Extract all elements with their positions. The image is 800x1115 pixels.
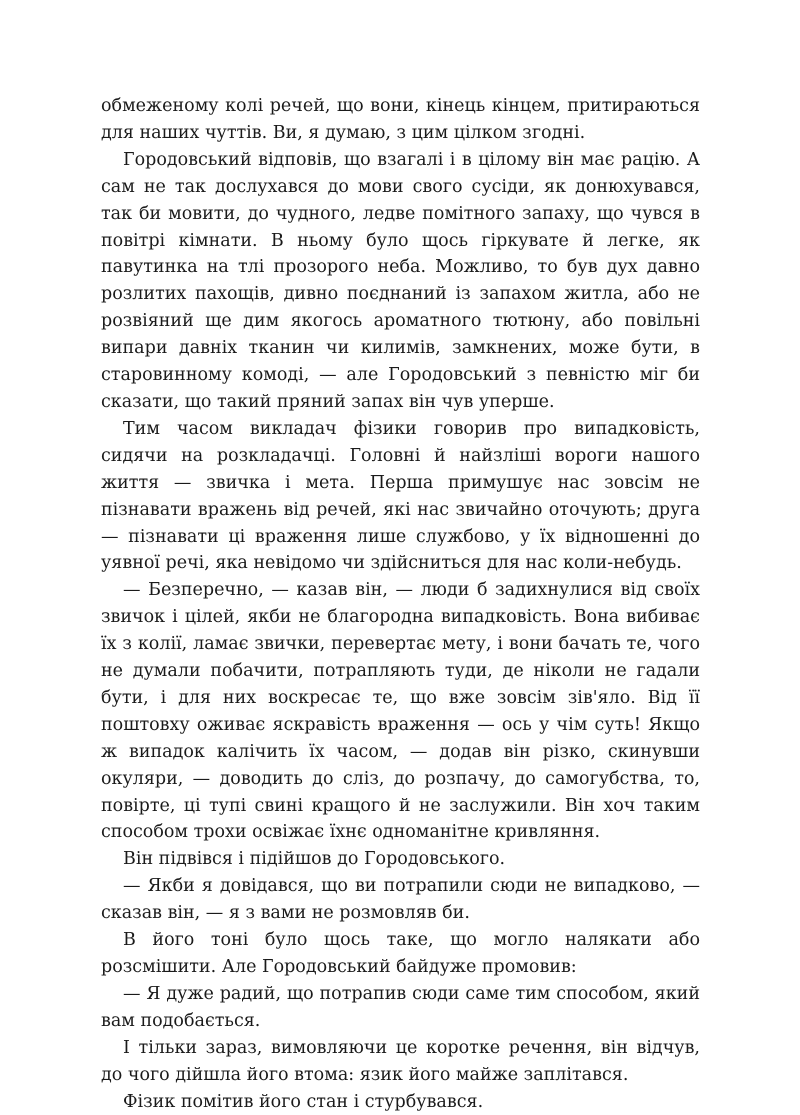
paragraph-8: — Я дуже радий, що потрапив сюди саме тим способом, який вам подобається.	[101, 983, 700, 1031]
paragraph-4: — Безперечно, — казав він, — люди б задихнулися від своїх звичок і цілей, якби не благородна випадковість. Вона вибиває їх з колії, ламає звички, перевертає мету, і вони бачать те, чого не думали побачити, потрапляють туди, де ніколи не гадали бути, і для них воскресає те, що вже зовсім зів'яло. Від її поштовху оживає яскравість враження — ось у чім суть! Якщо ж випадок калічить їх часом, — додав він різко, скинувши окуляри, — доводить до сліз, до розпачу, до самогубства, то, повірте, ці тупі свині кращого й не заслужили. Він хоч таким способом трохи освіжає їхнє одноманітне кривляння.	[101, 580, 700, 843]
paragraph-1: обмеженому колі речей, що вони, кінець кінцем, притираються для наших чуттів. Ви, я думаю, з цим цілком згодні.	[101, 96, 700, 143]
paragraph-3: Тим часом викладач фізики говорив про випадковість, сидячи на розкладачці. Головні й найзліші вороги нашого життя — звичка і мета. Перша примушує нас зовсім не пізнавати вражень від речей, які нас звичайно оточують; друга — пізнавати ці враження лише службово, у їх відношенні до уявної речі, яка невідомо чи здійсниться для нас коли-небудь.	[101, 418, 700, 574]
paragraph-6: — Якби я довідався, що ви потрапили сюди не випадково, — сказав він, — я з вами не розмовляв би.	[101, 876, 700, 924]
paragraph-9: І тільки зараз, вимовляючи це коротке речення, він відчув, до чого дійшла його втома: язик його майже заплітався.	[101, 1037, 700, 1085]
page-text-block	[101, 93, 700, 1115]
paragraph-5: Він підвівся і підійшов до Городовського.	[123, 849, 506, 870]
paragraph-2: Городовський відповів, що взагалі і в цілому він має рацію. А сам не так дослухався до мови свого сусіди, як донюхувався, так би мовити, до чудного, ледве помітного запаху, що чувся в повітрі кімнати. В ньому було щось гіркувате й легке, як павутинка на тлі прозорого неба. Можливо, то був дух давно розлитих пахощів, дивно поєднаний із запахом житла, або не розвіяний ще дим якогось ароматного тютюну, або повільні випари давніх тканин чи килимів, замкнених, може бути, в старовинному комоді, — але Городовський з певністю міг би сказати, що такий пряний запах він чув уперше.	[101, 149, 700, 412]
paragraph-10: Фізик помітив його стан і стурбувався.	[123, 1091, 484, 1112]
paragraph-7: В його тоні було щось таке, що могло налякати або розсмішити. Але Городовський байдуже промовив:	[101, 930, 700, 977]
